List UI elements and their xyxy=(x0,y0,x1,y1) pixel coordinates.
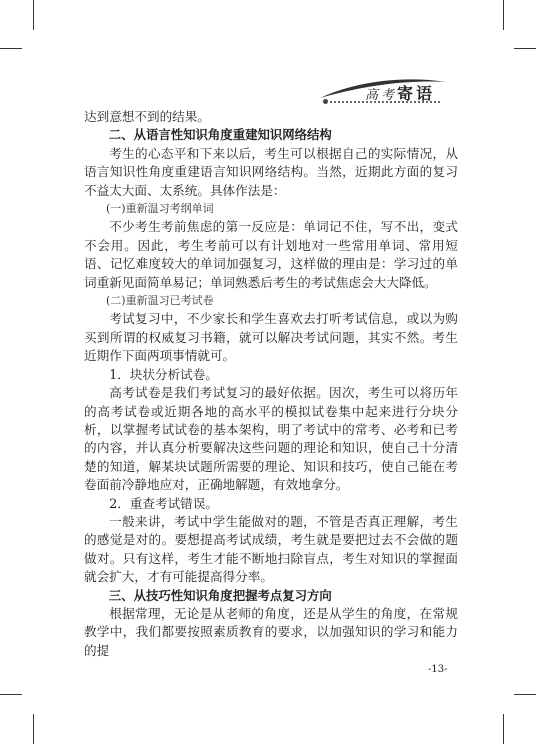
crop-mark xyxy=(0,694,22,695)
crop-mark xyxy=(503,0,504,30)
header-prefix: 高考 xyxy=(365,88,398,103)
section-heading: 二、从语言性知识角度重建知识网络结构 xyxy=(108,127,332,143)
page-body xyxy=(84,108,458,660)
section-heading: 三、从技巧性知识角度把握考点复习方向 xyxy=(108,587,332,603)
crop-mark xyxy=(514,694,536,695)
paragraph: 达到意想不到的结果。 xyxy=(84,109,210,124)
list-item: 2．重查考试错误。 xyxy=(109,495,218,511)
header-dot xyxy=(323,99,328,104)
crop-mark xyxy=(514,48,536,49)
crop-mark xyxy=(33,714,34,744)
paragraph: 高考试卷是我们考试复习的最好依据。因次，考生可以将历年的高考试卷或近期各地的高水平的模拟试卷集中起来进行分块分析，以掌握考试试卷的基本架构，明了考试中的常考、必考和已考的内容，并认真分析要解决这些问题的理论和知识，使自己十分清楚的知道，解某块试题所需要的理论、知识和技巧，使自己能在考卷面前冷静地应对，正确地解题，有效地拿分。 xyxy=(84,385,458,493)
page-number: -13- xyxy=(428,664,448,675)
paragraph: 考试复习中，不少家长和学生喜欢去打听考试信息，或以为购买到所谓的权威复习书籍，就可以解决考试问题，其实不然。考生近期作下面两项事情就可。 xyxy=(84,311,458,364)
subsection-heading: (一)重新温习考纲单词 xyxy=(106,202,214,216)
list-item: 1．块状分析试卷。 xyxy=(109,366,218,382)
paragraph: 考生的心态平和下来以后，考生可以根据自己的实际情况，从语言知识性角度重建语言知识网络结构。当然，近期此方面的复习不益太大面、太系统。具体作法是： xyxy=(84,145,458,198)
header-rule xyxy=(330,101,440,103)
crop-mark xyxy=(0,48,22,49)
paragraph: 根据常理，无论是从老师的角度，还是从学生的角度，在常规教学中，我们都要按照素质教育的要求，以加强知识的学习和能力的提 xyxy=(84,605,458,658)
paragraph: 不少考生考前焦虑的第一反应是：单词记不住，写不出，变式不会用。因此，考生考前可以有计划地对一些常用单词、常用短语、记忆难度较大的单词加强复习，这样做的理由是：学习过的单词重新见面简单易记；单词熟悉后考生的考试焦虑会大大降低。 xyxy=(84,219,458,290)
crop-mark xyxy=(503,714,504,744)
subsection-heading: (二)重新温习已考试卷 xyxy=(106,294,214,308)
crop-mark xyxy=(33,0,34,30)
header-main: 寄语 xyxy=(397,84,436,103)
paragraph: 一般来讲，考试中学生能做对的题，不管是否真正理解，考生的感觉是对的。要想提高考试成绩，考生就是要把过去不会做的题做对。只有这样，考生才能不断地扫除盲点，考生对知识的掌握面就会扩大，才有可能提高得分率。 xyxy=(84,513,458,585)
